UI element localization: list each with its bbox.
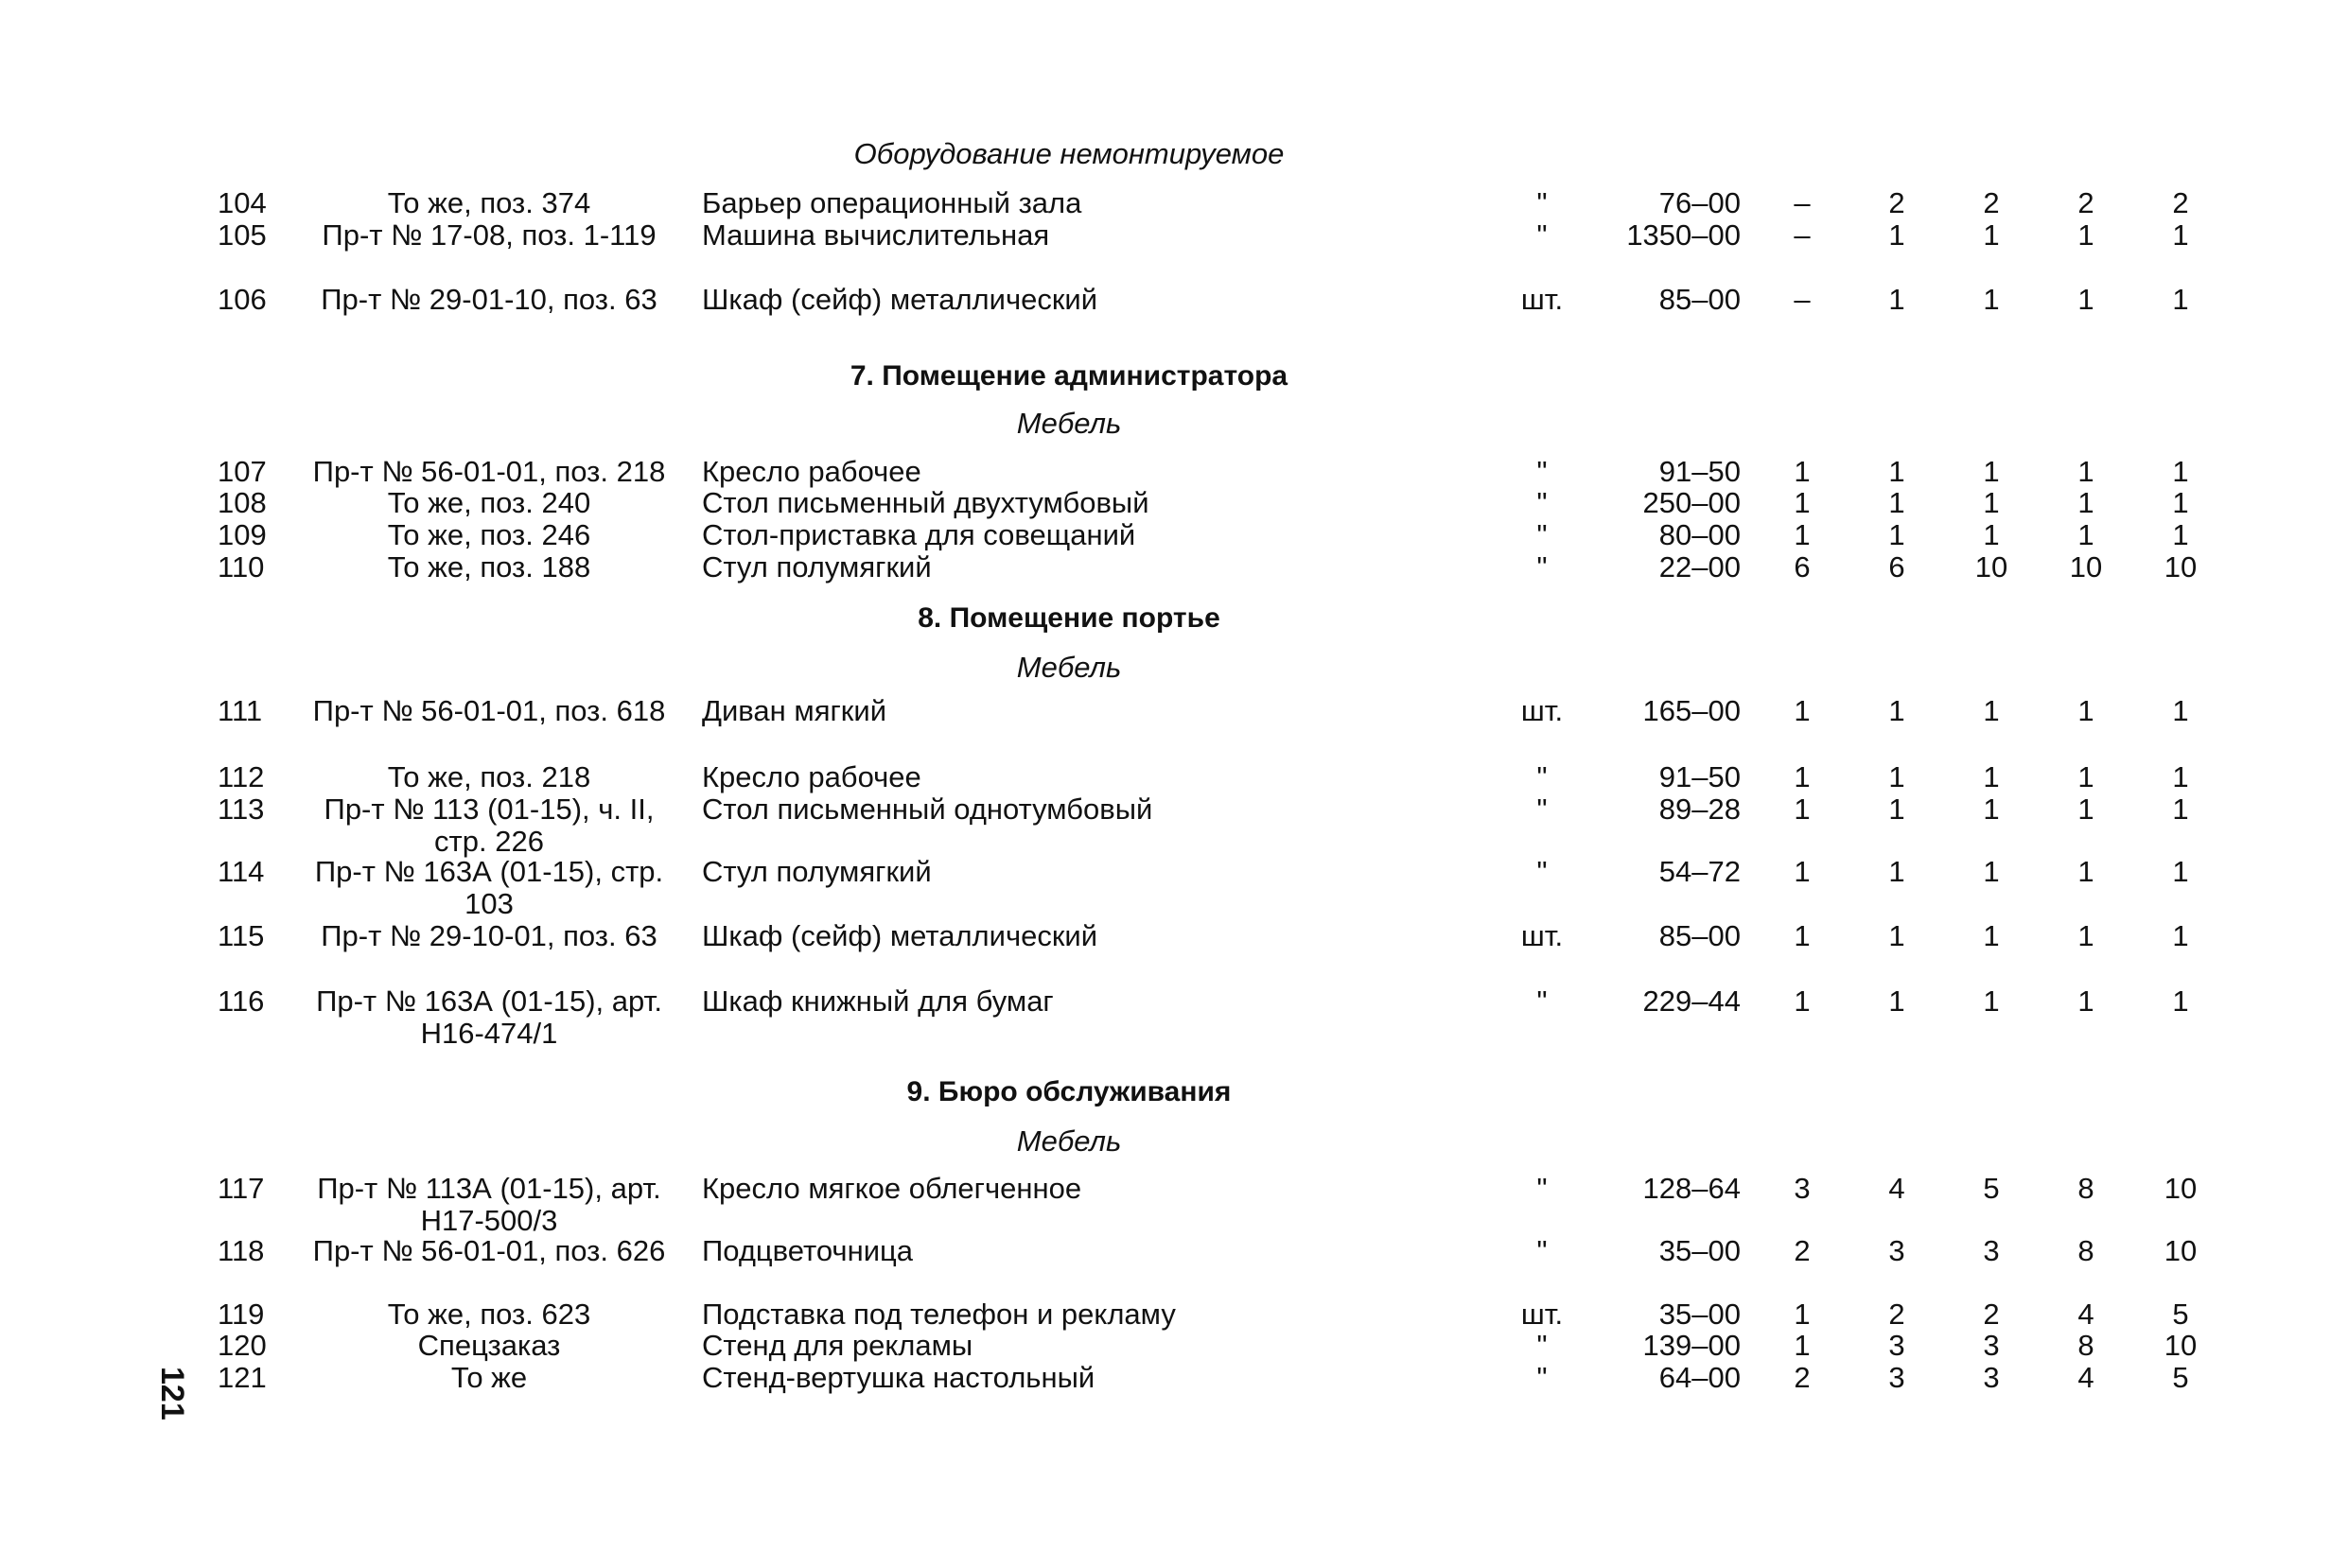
item-name: Шкаф (сейф) металлический: [702, 283, 1098, 316]
quantity-col-1: 1: [1794, 855, 1811, 888]
quantity-col-5: 1: [2172, 984, 2189, 1018]
quantity-col-4: 1: [2077, 760, 2094, 793]
quantity-col-5: 1: [2172, 455, 2189, 488]
unit-price: 229–44: [1642, 984, 1741, 1018]
quantity-col-4: 1: [2077, 455, 2094, 488]
quantity-col-5: 5: [2172, 1361, 2189, 1394]
catalog-reference: То же, поз. 246: [387, 518, 591, 551]
quantity-col-5: 1: [2172, 486, 2189, 519]
catalog-reference: То же, поз. 240: [387, 486, 591, 519]
quantity-col-1: 1: [1794, 1329, 1811, 1362]
item-number: 110: [218, 550, 265, 584]
quantity-col-4: 1: [2077, 919, 2094, 952]
item-number: 107: [218, 455, 267, 488]
catalog-reference: Пр-т № 17-08, поз. 1-119: [322, 218, 657, 252]
quantity-col-1: –: [1794, 218, 1811, 252]
item-name: Подцветочница: [702, 1234, 914, 1267]
quantity-col-2: 1: [1888, 283, 1905, 316]
item-name: Шкаф книжный для бумаг: [702, 984, 1054, 1018]
catalog-reference: То же, поз. 218: [387, 760, 591, 793]
quantity-col-5: 10: [2164, 1172, 2198, 1205]
quantity-col-2: 3: [1888, 1329, 1905, 1362]
quantity-col-3: 1: [1983, 793, 2000, 826]
quantity-col-5: 1: [2172, 919, 2189, 952]
catalog-reference: То же: [450, 1361, 528, 1394]
quantity-col-3: 3: [1983, 1361, 2000, 1394]
quantity-col-2: 2: [1888, 186, 1905, 219]
item-number: 113: [218, 793, 265, 826]
item-name: Диван мягкий: [702, 694, 887, 727]
quantity-col-4: 1: [2077, 283, 2094, 316]
unit-price: 250–00: [1642, 486, 1741, 519]
quantity-col-4: 8: [2077, 1329, 2094, 1362]
item-name: Стул полумягкий: [702, 550, 932, 584]
unit-price: 1350–00: [1626, 218, 1741, 252]
item-number: 118: [218, 1234, 265, 1267]
unit-price: 80–00: [1658, 518, 1741, 551]
unit: ": [1536, 760, 1548, 793]
quantity-col-1: 2: [1794, 1361, 1811, 1394]
quantity-col-2: 1: [1888, 694, 1905, 727]
item-name: Подставка под телефон и рекламу: [702, 1298, 1176, 1331]
item-number: 115: [218, 919, 265, 952]
table-row: [0, 856, 2348, 922]
unit: шт.: [1520, 283, 1564, 316]
catalog-reference: Пр-т № 56-01-01, поз. 618: [312, 694, 666, 727]
section-heading: 7. Помещение администратора: [850, 360, 1288, 392]
table-row: [0, 920, 2348, 986]
quantity-col-1: 3: [1794, 1172, 1811, 1205]
quantity-col-1: 1: [1794, 518, 1811, 551]
quantity-col-3: 1: [1983, 694, 2000, 727]
table-row: [0, 284, 2348, 350]
quantity-col-4: 8: [2077, 1172, 2094, 1205]
item-name: Стенд-вертушка настольный: [702, 1361, 1095, 1394]
unit-price: 76–00: [1658, 186, 1741, 219]
quantity-col-3: 2: [1983, 186, 2000, 219]
quantity-col-3: 1: [1983, 455, 2000, 488]
unit-price: 85–00: [1658, 919, 1741, 952]
item-name: Стол-приставка для совещаний: [702, 518, 1136, 551]
page-number: 121: [154, 1367, 190, 1420]
catalog-reference: Пр-т № 113 (01-15), ч. II, стр. 226: [324, 793, 655, 858]
table-row: [0, 219, 2348, 286]
unit: ": [1536, 1172, 1548, 1205]
quantity-col-5: 10: [2164, 1234, 2198, 1267]
quantity-col-5: 1: [2172, 694, 2189, 727]
unit: ": [1536, 1329, 1548, 1362]
item-name: Стол письменный двухтумбовый: [702, 486, 1149, 519]
quantity-col-3: 1: [1983, 760, 2000, 793]
unit: ": [1536, 218, 1548, 252]
unit: ": [1536, 455, 1548, 488]
subsection-heading: Мебель: [1016, 651, 1122, 684]
quantity-col-2: 3: [1888, 1361, 1905, 1394]
item-name: Кресло рабочее: [702, 455, 921, 488]
unit: ": [1536, 984, 1548, 1018]
quantity-col-3: 5: [1983, 1172, 2000, 1205]
quantity-col-1: 1: [1794, 984, 1811, 1018]
catalog-reference: Спецзаказ: [417, 1329, 561, 1362]
quantity-col-2: 1: [1888, 760, 1905, 793]
catalog-reference: То же, поз. 374: [387, 186, 591, 219]
table-row: [0, 793, 2348, 860]
quantity-col-1: 2: [1794, 1234, 1811, 1267]
item-name: Барьер операционный зала: [702, 186, 1082, 219]
quantity-col-1: 1: [1794, 486, 1811, 519]
quantity-col-1: –: [1794, 186, 1811, 219]
quantity-col-4: 2: [2077, 186, 2094, 219]
catalog-reference: Пр-т № 56-01-01, поз. 626: [312, 1234, 666, 1267]
quantity-col-5: 5: [2172, 1298, 2189, 1331]
quantity-col-2: 6: [1888, 550, 1905, 584]
quantity-col-4: 1: [2077, 218, 2094, 252]
unit: ": [1536, 1234, 1548, 1267]
quantity-col-3: 1: [1983, 518, 2000, 551]
item-number: 112: [218, 760, 265, 793]
unit: ": [1536, 793, 1548, 826]
unit: ": [1536, 486, 1548, 519]
table-row: [0, 1362, 2348, 1428]
quantity-col-4: 1: [2077, 486, 2094, 519]
quantity-col-4: 1: [2077, 793, 2094, 826]
quantity-col-3: 1: [1983, 855, 2000, 888]
unit: шт.: [1520, 694, 1564, 727]
quantity-col-3: 1: [1983, 218, 2000, 252]
quantity-col-1: 1: [1794, 919, 1811, 952]
unit-price: 22–00: [1658, 550, 1741, 584]
catalog-reference: Пр-т № 29-01-10, поз. 63: [321, 283, 657, 316]
item-number: 117: [218, 1172, 265, 1205]
quantity-col-4: 1: [2077, 518, 2094, 551]
quantity-col-4: 1: [2077, 694, 2094, 727]
catalog-reference: Пр-т № 29-10-01, поз. 63: [321, 919, 657, 952]
quantity-col-3: 2: [1983, 1298, 2000, 1331]
quantity-col-5: 1: [2172, 760, 2189, 793]
item-number: 121: [218, 1361, 267, 1394]
catalog-reference: То же, поз. 188: [387, 550, 591, 584]
quantity-col-2: 3: [1888, 1234, 1905, 1267]
quantity-col-2: 1: [1888, 455, 1905, 488]
quantity-col-5: 10: [2164, 1329, 2198, 1362]
catalog-reference: То же, поз. 623: [387, 1298, 591, 1331]
item-name: Стол письменный однотумбовый: [702, 793, 1153, 826]
unit: шт.: [1520, 1298, 1564, 1331]
item-number: 111: [218, 694, 263, 727]
quantity-col-5: 1: [2172, 218, 2189, 252]
catalog-reference: Пр-т № 163А (01-15), арт. Н16-474/1: [316, 984, 662, 1050]
quantity-col-5: 1: [2172, 283, 2189, 316]
unit-price: 85–00: [1658, 283, 1741, 316]
item-number: 120: [218, 1329, 267, 1362]
table-row: [0, 695, 2348, 761]
unit-price: 91–50: [1658, 760, 1741, 793]
item-name: Кресло мягкое облегченное: [702, 1172, 1082, 1205]
item-name: Стул полумягкий: [702, 855, 932, 888]
quantity-col-2: 1: [1888, 855, 1905, 888]
item-name: Машина вычислительная: [702, 218, 1050, 252]
catalog-reference: Пр-т № 163А (01-15), стр. 103: [314, 855, 664, 920]
unit-price: 139–00: [1642, 1329, 1741, 1362]
unit-price: 91–50: [1658, 455, 1741, 488]
quantity-col-1: 1: [1794, 760, 1811, 793]
item-number: 119: [218, 1298, 265, 1331]
unit-price: 128–64: [1642, 1172, 1741, 1205]
quantity-col-2: 1: [1888, 793, 1905, 826]
unit: ": [1536, 855, 1548, 888]
quantity-col-2: 1: [1888, 984, 1905, 1018]
quantity-col-3: 10: [1974, 550, 2008, 584]
subsection-heading: Оборудование немонтируемое: [853, 137, 1285, 170]
unit: ": [1536, 186, 1548, 219]
quantity-col-3: 3: [1983, 1329, 2000, 1362]
quantity-col-1: –: [1794, 283, 1811, 316]
unit: шт.: [1520, 919, 1564, 952]
item-name: Стенд для рекламы: [702, 1329, 973, 1362]
item-number: 109: [218, 518, 267, 551]
quantity-col-4: 4: [2077, 1361, 2094, 1394]
item-number: 106: [218, 283, 267, 316]
unit-price: 54–72: [1658, 855, 1741, 888]
unit: ": [1536, 1361, 1548, 1394]
quantity-col-3: 3: [1983, 1234, 2000, 1267]
unit-price: 35–00: [1658, 1298, 1741, 1331]
quantity-col-2: 2: [1888, 1298, 1905, 1331]
quantity-col-5: 2: [2172, 186, 2189, 219]
quantity-col-1: 1: [1794, 694, 1811, 727]
quantity-col-4: 8: [2077, 1234, 2094, 1267]
quantity-col-1: 1: [1794, 793, 1811, 826]
table-row: [0, 985, 2348, 1052]
quantity-col-3: 1: [1983, 283, 2000, 316]
item-number: 104: [218, 186, 267, 219]
unit-price: 165–00: [1642, 694, 1741, 727]
item-name: Шкаф (сейф) металлический: [702, 919, 1098, 952]
unit-price: 35–00: [1658, 1234, 1741, 1267]
unit: ": [1536, 518, 1548, 551]
quantity-col-4: 1: [2077, 984, 2094, 1018]
subsection-heading: Мебель: [1016, 1124, 1122, 1158]
quantity-col-5: 10: [2164, 550, 2198, 584]
quantity-col-5: 1: [2172, 793, 2189, 826]
table-row: [0, 1173, 2348, 1239]
unit: ": [1536, 550, 1548, 584]
unit-price: 64–00: [1658, 1361, 1741, 1394]
quantity-col-4: 1: [2077, 855, 2094, 888]
quantity-col-2: 4: [1888, 1172, 1905, 1205]
quantity-col-1: 1: [1794, 455, 1811, 488]
item-number: 114: [218, 855, 265, 888]
quantity-col-4: 4: [2077, 1298, 2094, 1331]
item-number: 116: [218, 984, 265, 1018]
quantity-col-3: 1: [1983, 486, 2000, 519]
quantity-col-3: 1: [1983, 984, 2000, 1018]
quantity-col-2: 1: [1888, 218, 1905, 252]
quantity-col-5: 1: [2172, 855, 2189, 888]
item-name: Кресло рабочее: [702, 760, 921, 793]
quantity-col-2: 1: [1888, 919, 1905, 952]
quantity-col-2: 1: [1888, 486, 1905, 519]
subsection-heading: Мебель: [1016, 407, 1122, 440]
catalog-reference: Пр-т № 113А (01-15), арт. Н17-500/3: [317, 1172, 661, 1237]
quantity-col-1: 1: [1794, 1298, 1811, 1331]
unit-price: 89–28: [1658, 793, 1741, 826]
quantity-col-5: 1: [2172, 518, 2189, 551]
quantity-col-4: 10: [2069, 550, 2103, 584]
section-heading: 8. Помещение портье: [918, 602, 1220, 634]
catalog-reference: Пр-т № 56-01-01, поз. 218: [312, 455, 666, 488]
quantity-col-3: 1: [1983, 919, 2000, 952]
quantity-col-1: 6: [1794, 550, 1811, 584]
item-number: 105: [218, 218, 267, 252]
section-heading: 9. Бюро обслуживания: [906, 1076, 1232, 1107]
quantity-col-2: 1: [1888, 518, 1905, 551]
table-row: [0, 1235, 2348, 1301]
item-number: 108: [218, 486, 267, 519]
